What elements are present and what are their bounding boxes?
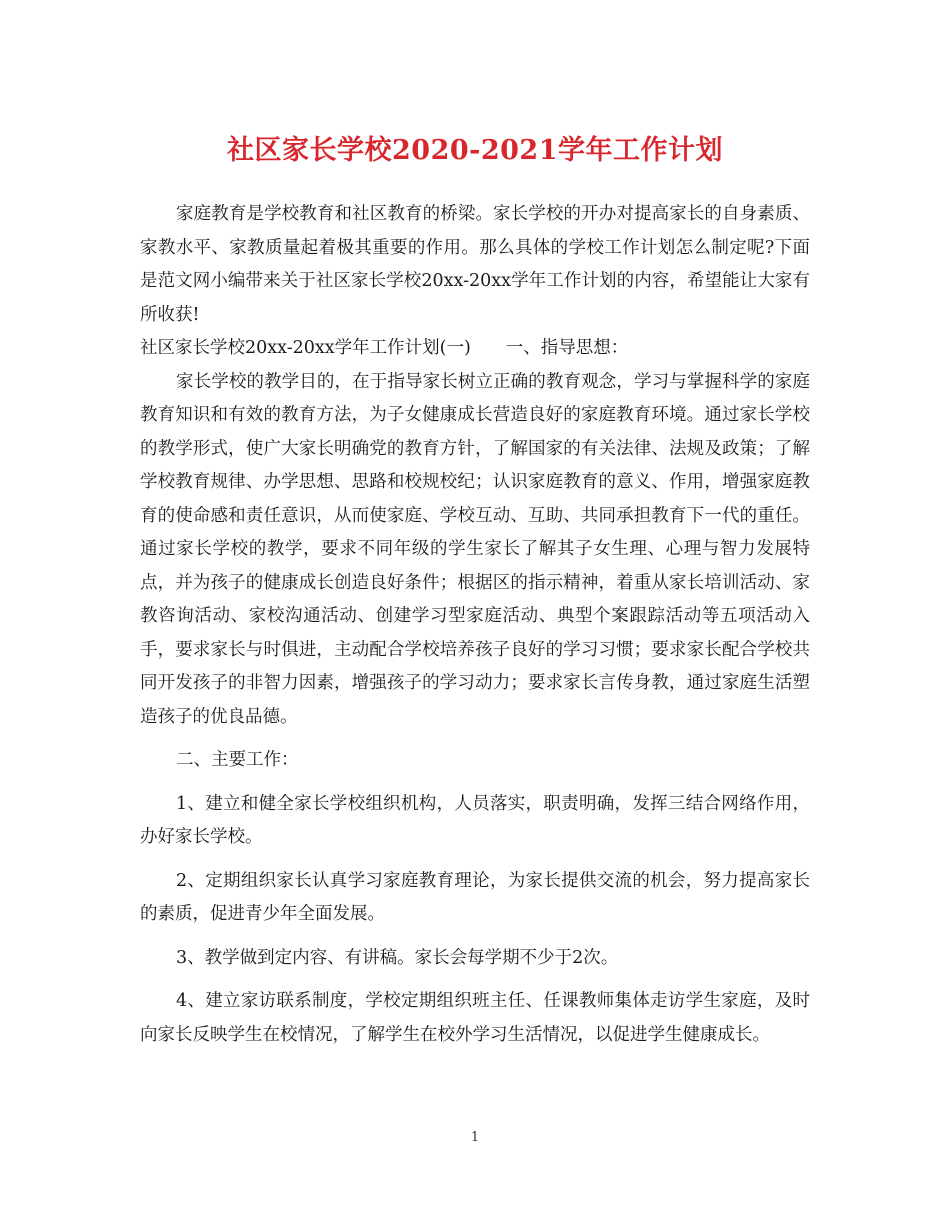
work-item-3: 3、教学做到定内容、有讲稿。家长会每学期不少于2次。	[176, 947, 619, 968]
work-item-2: 2、定期组织家长认真学习家庭教育理论，为家长提供交流的机会，努力提高家长的素质，促进青少年全面发展。	[140, 870, 810, 924]
document-body	[140, 198, 810, 1052]
work-item-4: 4、建立家访联系制度，学校定期组织班主任、任课教师集体走访学生家庭，及时向家长反映学生在校情况，了解学生在校外学习生活情况，以促进学生健康成长。	[140, 991, 810, 1045]
section-heading-plan-one: 社区家长学校20xx-20xx学年工作计划(一) 一、指导思想：	[140, 338, 629, 358]
page-title: 社区家长学校2020-2021学年工作计划	[227, 135, 723, 166]
section-heading-main-work: 二、主要工作：	[176, 750, 299, 770]
guiding-thought-paragraph: 家长学校的教学目的，在于指导家长树立正确的教育观念，学习与掌握科学的家庭教育知识和有效的教育方法，为子女健康成长营造良好的家庭教育环境。通过家长学校的教学形式，使广大家长明确党的教育方针，了解国家的有关法律、法规及政策；了解学校教育规律、办学思想、思路和校规校纪；认识家庭教育的意义、作用，增强家庭教育的使命感和责任意识，从而使家庭、学校互动、互助、共同承担教育下一代的重任。通过家长学校的教学，要求不同年级的学生家长了解其子女生理、心理与智力发展特点，并为孩子的健康成长创造良好条件；根据区的指示精神，着重从家长培训活动、家教咨询活动、家校沟通活动、创建学习型家庭活动、典型个案跟踪活动等五项活动入手，要求家长与时俱进，主动配合学校培养孩子良好的学习习惯；要求家长配合学校共同开发孩子的非智力因素，增强孩子的学习动力；要求家长言传身教，通过家庭生活塑造孩子的优良品德。	[140, 371, 810, 727]
page-number: 1	[470, 1130, 480, 1145]
intro-paragraph: 家庭教育是学校教育和社区教育的桥梁。家长学校的开办对提高家长的自身素质、家教水平、家教质量起着极其重要的作用。那么具体的学校工作计划怎么制定呢?下面是范文网小编带来关于社区家长学校20xx-20xx学年工作计划的内容，希望能让大家有所收获!	[140, 204, 810, 325]
work-item-1: 1、建立和健全家长学校组织机构，人员落实，职责明确，发挥三结合网络作用，办好家长学校。	[140, 793, 810, 847]
